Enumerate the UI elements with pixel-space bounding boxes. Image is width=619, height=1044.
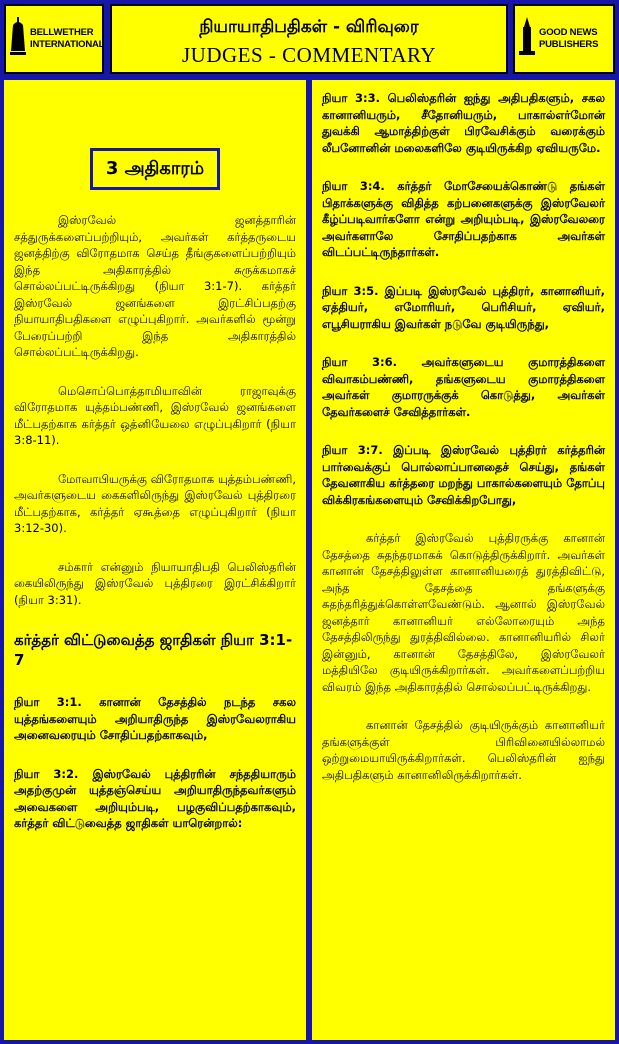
intro-paragraph: இஸ்ரவேல் ஜனத்தாரின் சத்துருக்களைப்பற்றியும், அவர்கள் கர்த்தருடைய ஜனத்திற்கு விரோதமாக செய்த தீங்குகளைப்பற்றியும் இந்த அதிகாரத்தில் சுருக்கமாகச் சொல்லப்பட்டிருக்கிறது (நியா 3:1-7). கர்த்தர் இஸ்ரவேல் ஜனங்களை இரட்சிப்பதற்கு நியாயாதிபதிகளை எழுப்புகிறார். அவர்களில் மூன்று பேரைப்பற்றி இந்த அதிகாரத்தில் சொல்லப்பட்டிருக்கிறது. xyxy=(14,213,296,359)
title-tamil: நியாயாதிபதிகள் - விரிவுரை xyxy=(199,17,419,37)
left-column xyxy=(4,80,306,1040)
good-news-logo xyxy=(513,4,615,74)
verse-3-4: நியா 3:4. கர்த்தர் மோசேயைக்கொண்டு தங்கள் பிதாக்களுக்கு விதித்த கற்பனைகளுக்கு இஸ்ரவேலர் கீழ்ப்படிவார்களோ என்று அறியும்படி, இஸ்ரவேலரை அவர்களாலே சோதிப்பதற்காக அவர்கள் விடப்பட்டிருந்தார்கள். xyxy=(322,179,605,259)
verse-3-1: நியா 3:1. கானான் தேசத்தில் நடந்த சகல யுத்தங்களையும் அறியாதிருந்த இஸ்ரவேலராகிய அனைவரையும் சோதிப்பதற்காகவும், xyxy=(14,695,296,742)
bell-icon xyxy=(10,17,26,61)
section-heading: கர்த்தர் விட்டுவைத்த ஜாதிகள் நியா 3:1-7 xyxy=(14,631,293,669)
commentary-paragraph-2: கானான் தேசத்தில் குடியிருக்கும் கானானியர் தங்களுக்குள் பிரிவினையில்லாமல் ஒற்றுமையாயிருக்கிறார்கள். பெலிஸ்தரின் ஐந்து அதிபதிகளும் கானானிலிருக்கிறார்கள். xyxy=(322,718,605,782)
verse-3-3: நியா 3:3. பெலிஸ்தரின் ஐந்து அதிபதிகளும், சகல கானானியரும், சீதோனியரும், பாகால்எர்மோன் துவக்கி ஆமாத்திற்குள் பிரவேசிக்கும் வரைக்கும் லீபனோனின் மலைகளிலே குடியிருக்கிற ஏவியருமே. xyxy=(322,91,605,155)
ehud-paragraph: மோவாபியருக்கு விரோதமாக யுத்தம்பண்ணி, அவர்களுடைய கைகளிலிருந்து இஸ்ரவேல் புத்திரரை மீட்பதற்காக, கர்த்தர் ஏகூத்தை எழுப்புகிறார் (நியா 3:12-30). xyxy=(14,471,296,535)
logo-right-line2: PUBLISHERS xyxy=(539,39,599,50)
right-column xyxy=(312,80,615,1040)
logo-left-line1: BELLWETHER xyxy=(30,27,94,38)
title-english: JUDGES - COMMENTARY xyxy=(181,43,436,67)
logo-right-line1: GOOD NEWS xyxy=(539,27,598,38)
othniel-paragraph: மெசொப்பொத்தாமியாவின் ராஜாவுக்கு விரோதமாக யுத்தம்பண்ணி, இஸ்ரவேல் ஜனங்களை மீட்பதற்காக கர்த்தர் ஒத்னியேலை எழுப்புகிறார் (நியா 3:8-11). xyxy=(14,383,296,447)
chapter-title: 3 அதிகாரம் xyxy=(90,148,220,190)
bellwether-logo xyxy=(4,4,104,74)
title-box xyxy=(110,4,508,74)
verse-3-2: நியா 3:2. இஸ்ரவேல் புத்திரரின் சந்ததியாரும் அதற்குமுன் யுத்தஞ்செய்ய அறியாதிருந்தவர்களும் அவைகளை அறியும்படி, பழகுவிப்பதற்காகவும், கர்த்தர் விட்டுவைத்த ஜாதிகள் யாரென்றால்: xyxy=(14,766,296,830)
verse-3-5: நியா 3:5. இப்படி இஸ்ரவேல் புத்திரர், கானானியர், ஏத்தியர், எமோரியர், பெரிசியர், ஏவியர், எபூசியராகிய இவர்கள் நடுவே குடியிருந்து, xyxy=(322,283,605,331)
tower-icon xyxy=(519,17,535,61)
verse-3-7: நியா 3:7. இப்படி இஸ்ரவேல் புத்திரர் கர்த்தரின் பார்வைக்குப் பொல்லாப்பானதைச் செய்து, தங்கள் தேவனாகிய கர்த்தரை மறந்து பாகால்களையும் தோப்பு விக்கிரகங்களையும் சேவிக்கிறபோது, xyxy=(322,443,605,507)
commentary-paragraph-1: கர்த்தர் இஸ்ரவேல் புத்திரருக்கு கானான் தேசத்தை சுதந்தரமாகக் கொடுத்திருக்கிறார். அவர்கள் கானான் தேசத்திலுள்ள கானானியரைத் துரத்திவிட்டு, அந்த தேசத்தை தங்களுக்கு சுதந்தரித்துக்கொள்ளவேண்டும். ஆனால் இஸ்ரவேல் ஜனத்தார் கானானியர் எல்லோரையும் அந்த தேசத்திலிருந்து துரத்திவில்லை. கானானியரில் சிலர் இன்னும், கானான் தேசத்திலே, இஸ்ரவேலர் மத்தியிலே குடியிருக்கிறார்கள். அவர்களைப்பற்றிய விவரம் இந்த அதிகாரத்தில் சொல்லப்பட்டிருக்கிறது. xyxy=(322,531,605,694)
logo-left-line2: INTERNATIONAL xyxy=(30,39,105,50)
shamgar-paragraph: சம்கார் என்னும் நியாயாதிபதி பெலிஸ்தரின் கையிலிருந்து இஸ்ரவேல் புத்திரரை இரட்சிக்கிறார் (நியா 3:31). xyxy=(14,559,296,607)
verse-3-6: நியா 3:6. அவர்களுடைய குமாரத்திகளை விவாகம்பண்ணி, தங்களுடைய குமாரத்திகளை அவர்கள் குமாரருக்குக் கொடுத்து, அவர்கள் தேவர்களைச் சேவித்தார்கள். xyxy=(322,355,605,419)
